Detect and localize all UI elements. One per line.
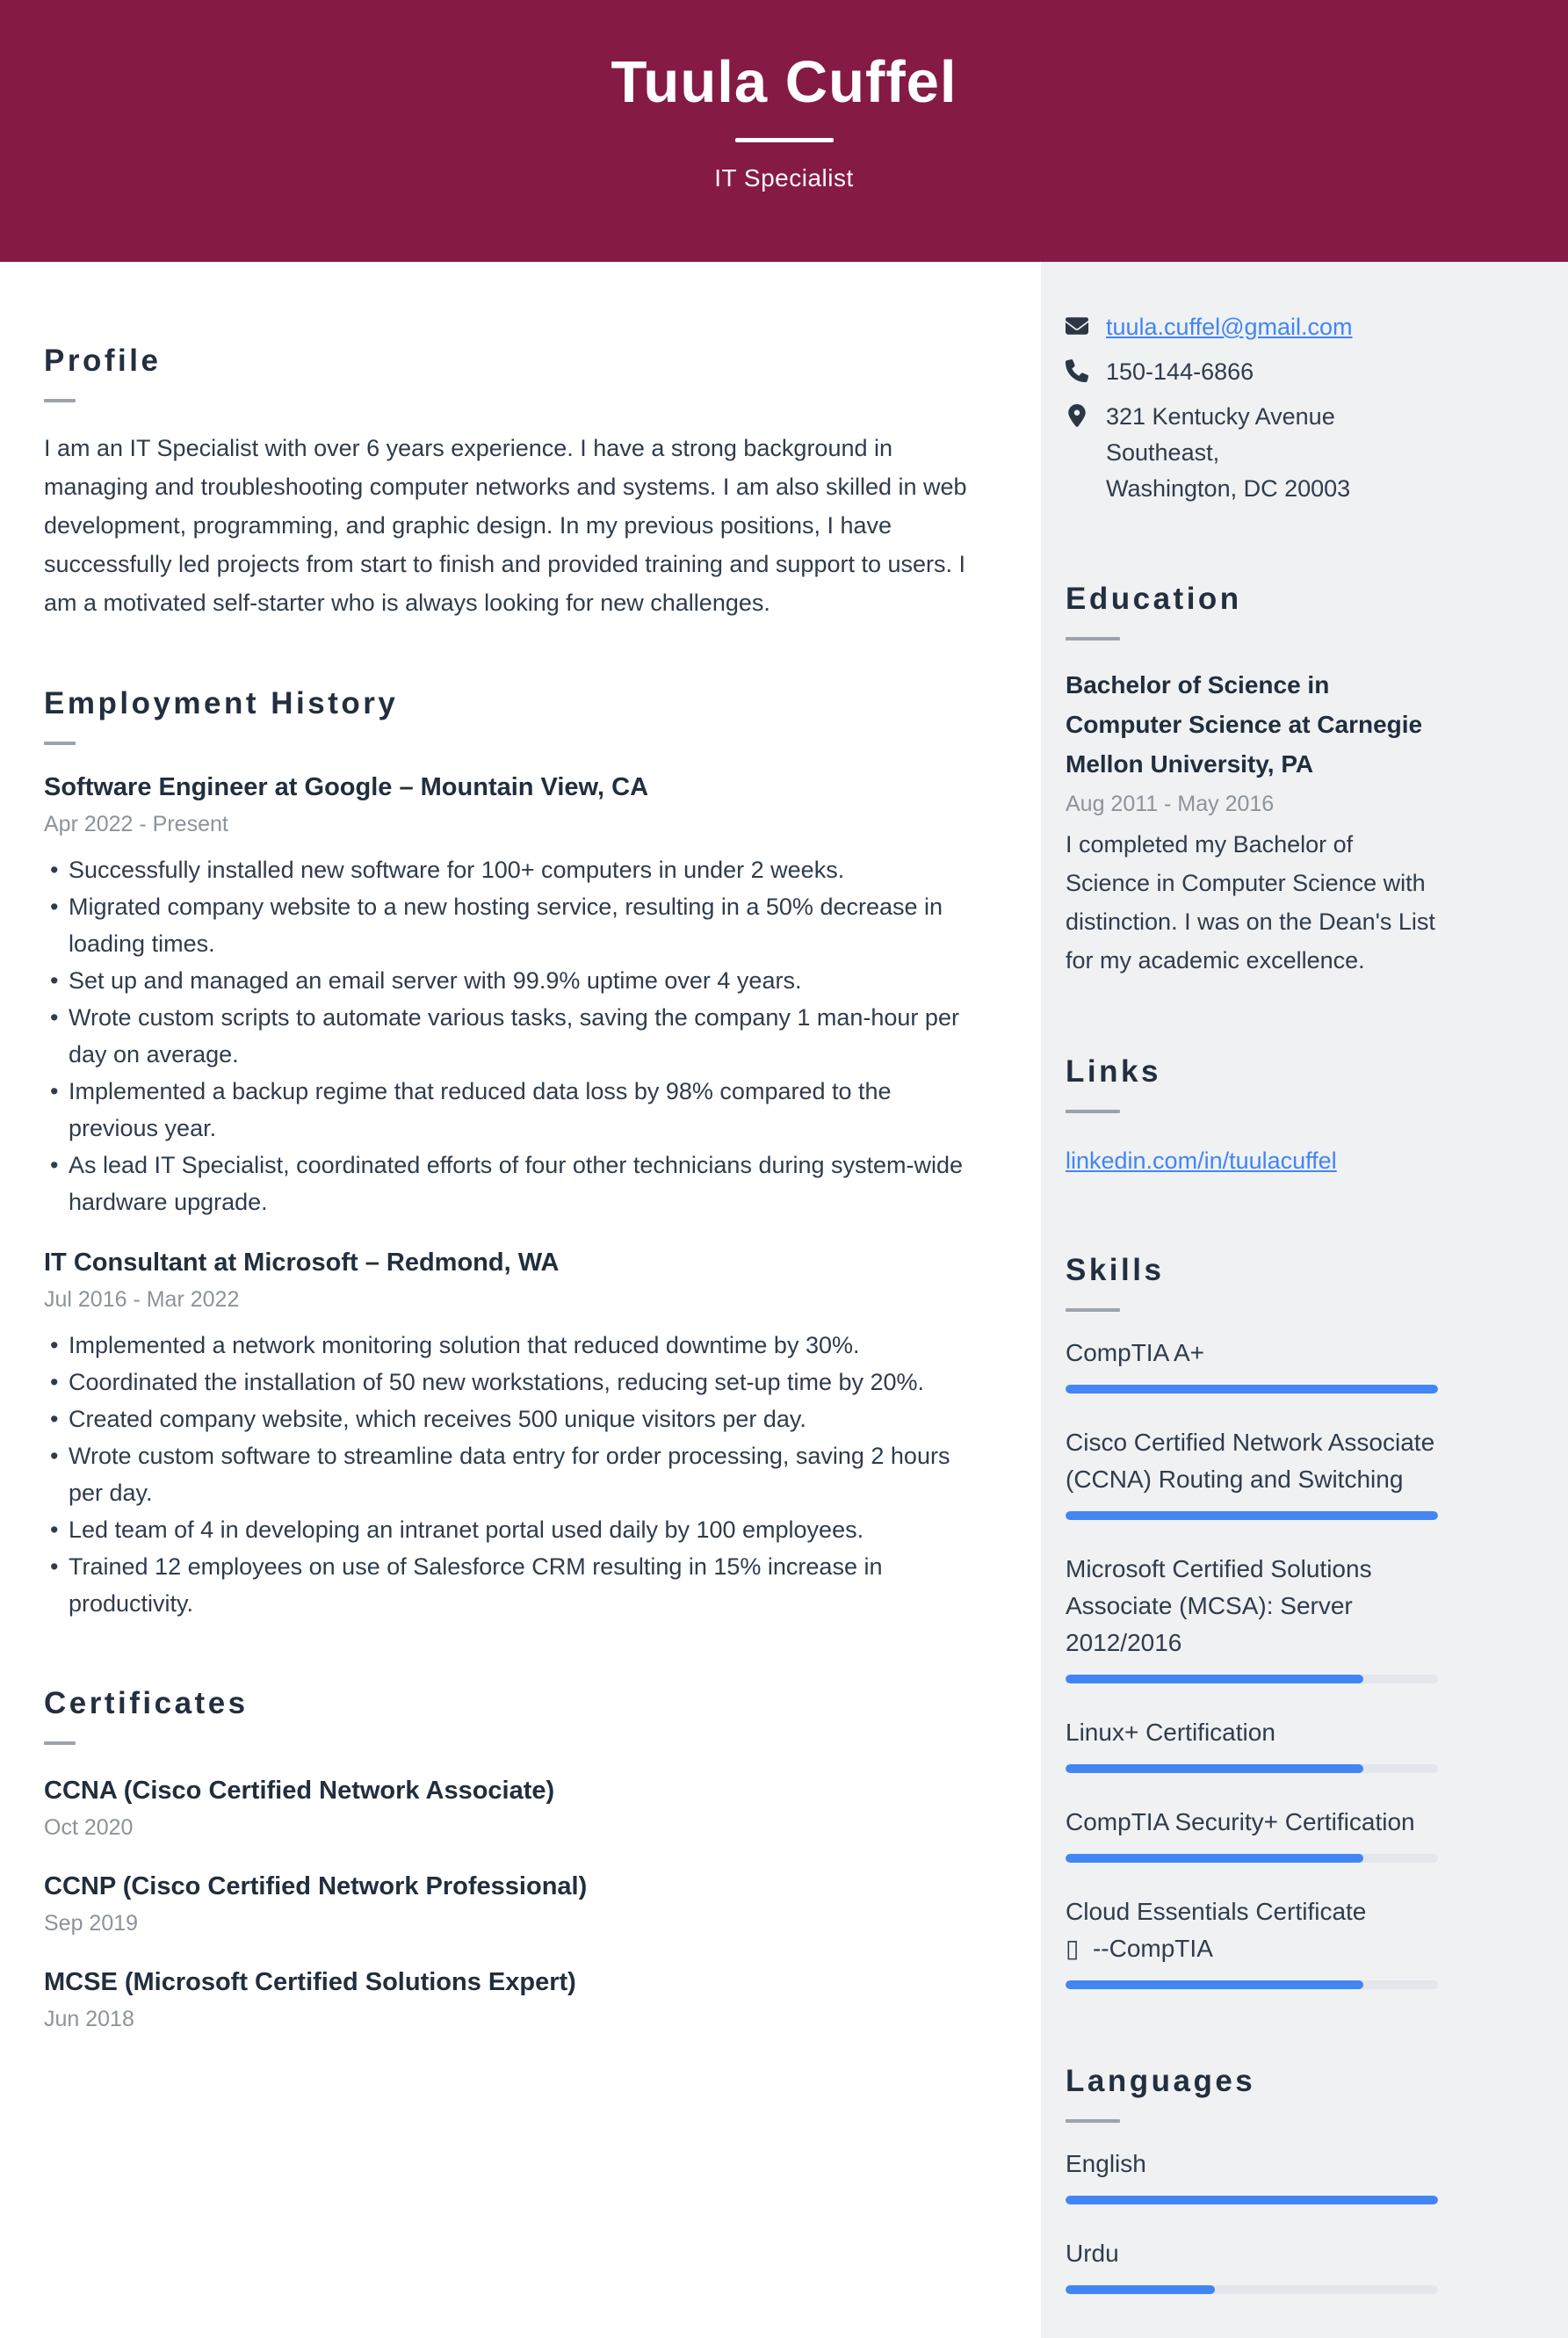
section-certificates xyxy=(44,1685,969,2032)
job-entry xyxy=(44,1247,969,1622)
linkedin-link[interactable]: linkedin.com/in/tuulacuffel xyxy=(1066,1147,1337,1174)
job-bullet-list xyxy=(44,1327,969,1622)
language-bar-fill xyxy=(1066,2285,1215,2294)
section-links xyxy=(1066,1053,1438,1178)
address-text xyxy=(1106,399,1438,507)
job-bullet: • Led team of 4 in developing an intranet portal used daily by 100 employees. xyxy=(44,1511,969,1548)
job-bullet: • Wrote custom scripts to automate various tasks, saving the company 1 man-hour per day on average. xyxy=(44,999,969,1073)
skill-item xyxy=(1066,1804,1438,1863)
job-bullet: • Implemented a network monitoring solution that reduced downtime by 30%. xyxy=(44,1327,969,1364)
skill-item xyxy=(1066,1714,1438,1773)
person-job-title: IT Specialist xyxy=(714,164,854,192)
contact-block xyxy=(1066,309,1438,507)
language-bar-fill xyxy=(1066,2196,1438,2204)
skill-name: Microsoft Certified Solutions Associate (MCSA): Server 2012/2016 xyxy=(1066,1555,1372,1656)
section-rule xyxy=(1066,1110,1120,1113)
skill-name-line2: ▯ --CompTIA xyxy=(1066,1935,1213,1962)
section-rule xyxy=(44,399,76,402)
location-pin-icon xyxy=(1066,404,1092,431)
section-skills xyxy=(1066,1252,1438,1989)
skill-bar-fill xyxy=(1066,1980,1363,1989)
phone-icon xyxy=(1066,359,1092,386)
language-bar-track xyxy=(1066,2285,1438,2294)
contact-phone-row xyxy=(1066,354,1438,390)
skill-bar-fill xyxy=(1066,1764,1363,1773)
education-heading: Education xyxy=(1066,582,1242,616)
skill-bar-fill xyxy=(1066,1511,1438,1520)
job-bullet: • Trained 12 employees on use of Salesforce CRM resulting in 15% increase in productivity. xyxy=(44,1548,969,1622)
skill-name: CompTIA A+ xyxy=(1066,1339,1204,1366)
sidebar xyxy=(1041,262,1568,2338)
skill-bar-fill xyxy=(1066,1675,1363,1683)
certificate-item xyxy=(44,1966,969,2032)
skill-name: Linux+ Certification xyxy=(1066,1719,1275,1746)
skill-name: Cloud Essentials Certificate xyxy=(1066,1898,1367,1925)
certificate-name: MCSE (Microsoft Certified Solutions Expert) xyxy=(44,1968,576,1996)
skill-name: CompTIA Security+ Certification xyxy=(1066,1808,1415,1835)
certificate-date: Sep 2019 xyxy=(44,1911,139,1936)
language-bar-track xyxy=(1066,2196,1438,2204)
employment-heading: Employment History xyxy=(44,686,399,720)
section-languages xyxy=(1066,2063,1438,2294)
job-bullet: • Coordinated the installation of 50 new workstations, reducing set-up time by 20%. xyxy=(44,1364,969,1401)
skill-bar-track xyxy=(1066,1675,1438,1683)
header-divider xyxy=(735,138,834,142)
skill-item xyxy=(1066,1424,1438,1520)
certificate-date: Jun 2018 xyxy=(44,2007,134,2031)
links-heading: Links xyxy=(1066,1054,1161,1089)
language-item xyxy=(1066,2235,1438,2294)
skill-bar-fill xyxy=(1066,1854,1363,1863)
language-name: Urdu xyxy=(1066,2240,1119,2267)
certificates-heading: Certificates xyxy=(44,1686,249,1720)
section-education xyxy=(1066,581,1438,980)
job-bullet: • Wrote custom software to streamline data entry for order processing, saving 2 hours per day. xyxy=(44,1437,969,1511)
certificate-name: CCNA (Cisco Certified Network Associate) xyxy=(44,1777,555,1805)
profile-text: I am an IT Specialist with over 6 years experience. I have a strong background in managing and troubleshooting computer networks and systems. I am also skilled in web development, programming, and graphic design. In my previous positions, I have successfully led projects from start to finish and provided training and support to users. I am a motivated self-starter who is always looking for new challenges. xyxy=(44,435,967,616)
job-bullet: • Migrated company website to a new hosting service, resulting in a 50% decrease in loading times. xyxy=(44,888,969,962)
skill-bar-track xyxy=(1066,1854,1438,1863)
job-bullet: • Set up and managed an email server with 99.9% uptime over 4 years. xyxy=(44,962,969,999)
job-entry xyxy=(44,771,969,1220)
job-bullet: • As lead IT Specialist, coordinated efforts of four other technicians during system-wide hardware upgrade. xyxy=(44,1147,969,1220)
skill-bar-track xyxy=(1066,1980,1438,1989)
languages-heading: Languages xyxy=(1066,2064,1256,2098)
skill-bar-fill xyxy=(1066,1385,1438,1393)
skills-heading: Skills xyxy=(1066,1253,1165,1287)
contact-email-row xyxy=(1066,309,1438,345)
email-link[interactable]: tuula.cuffel@gmail.com xyxy=(1106,314,1353,340)
phone-number: 150-144-6866 xyxy=(1106,358,1254,385)
section-rule xyxy=(1066,1308,1120,1312)
skill-bar-track xyxy=(1066,1764,1438,1773)
education-description: I completed my Bachelor of Science in Computer Science with distinction. I was on the Dean's List for my academic excellence. xyxy=(1066,831,1435,974)
job-title: IT Consultant at Microsoft – Redmond, WA xyxy=(44,1249,560,1277)
person-name: Tuula Cuffel xyxy=(611,49,957,115)
skill-item xyxy=(1066,1335,1438,1393)
job-bullet: • Created company website, which receives 500 unique visitors per day. xyxy=(44,1401,969,1437)
skill-bar-track xyxy=(1066,1385,1438,1393)
section-rule xyxy=(1066,637,1120,641)
skill-bar-track xyxy=(1066,1511,1438,1520)
language-item xyxy=(1066,2146,1438,2204)
education-dates: Aug 2011 - May 2016 xyxy=(1066,792,1275,816)
contact-address-row xyxy=(1066,399,1438,507)
main-column xyxy=(0,262,1041,2338)
skill-name: Cisco Certified Network Associate (CCNA) Routing and Switching xyxy=(1066,1429,1435,1493)
certificate-name: CCNP (Cisco Certified Network Professional) xyxy=(44,1872,588,1900)
certificate-item xyxy=(44,1775,969,1841)
section-rule xyxy=(44,742,76,745)
section-rule xyxy=(44,1741,76,1745)
skill-item xyxy=(1066,1551,1438,1683)
language-name: English xyxy=(1066,2150,1146,2177)
job-bullet: • Successfully installed new software for 100+ computers in under 2 weeks. xyxy=(44,851,969,888)
job-bullet: • Implemented a backup regime that reduced data loss by 98% compared to the previous year. xyxy=(44,1073,969,1147)
job-bullet-list xyxy=(44,851,969,1220)
job-dates: Jul 2016 - Mar 2022 xyxy=(44,1287,240,1312)
section-employment-history xyxy=(44,685,969,1622)
section-rule xyxy=(1066,2119,1120,2123)
address-line2: Washington, DC 20003 xyxy=(1106,475,1351,502)
section-profile xyxy=(44,343,969,622)
address-line1: 321 Kentucky Avenue Southeast, xyxy=(1106,403,1335,466)
certificate-item xyxy=(44,1871,969,1936)
job-title: Software Engineer at Google – Mountain View, CA xyxy=(44,773,649,801)
certificate-date: Oct 2020 xyxy=(44,1815,134,1840)
education-degree: Bachelor of Science in Computer Science at Carnegie Mellon University, PA xyxy=(1066,671,1423,778)
profile-heading: Profile xyxy=(44,344,162,378)
header-banner xyxy=(0,0,1568,262)
envelope-icon xyxy=(1066,315,1092,341)
skill-item xyxy=(1066,1893,1438,1989)
job-dates: Apr 2022 - Present xyxy=(44,812,228,836)
